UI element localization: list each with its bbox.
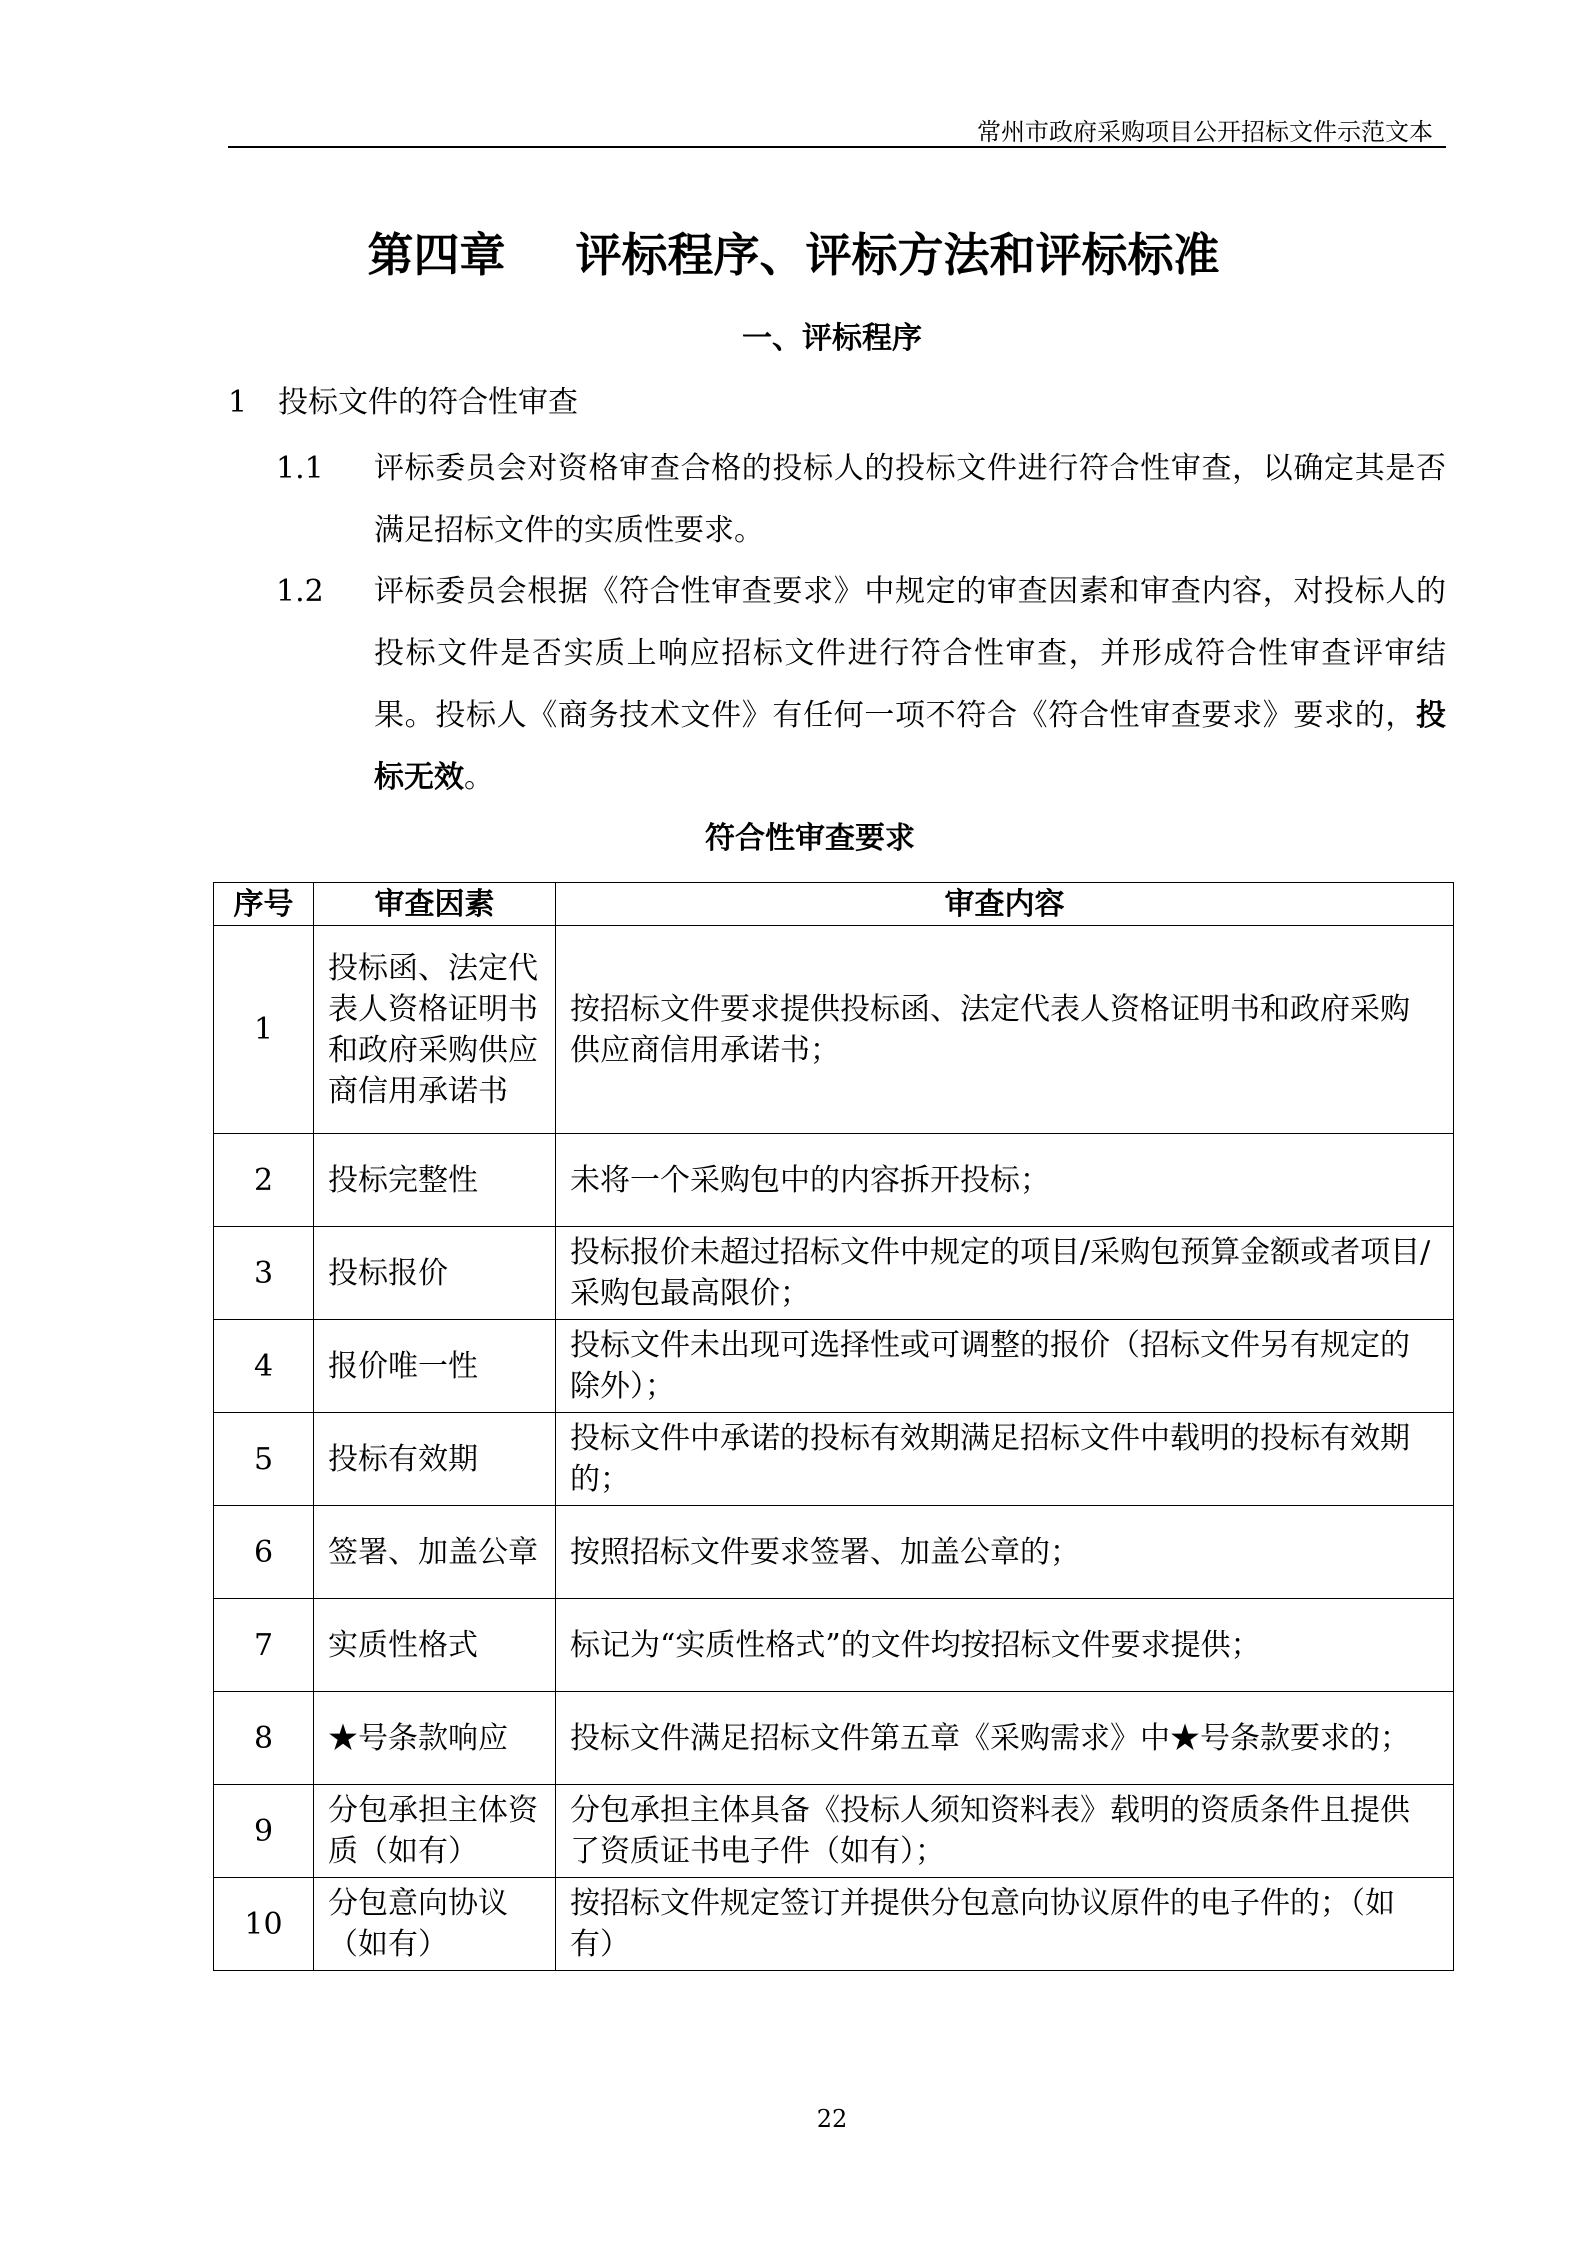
table-row (214, 1599, 1454, 1692)
clause-1-2-text (374, 561, 1446, 809)
clause-1-2-end: 。 (464, 760, 494, 795)
table-row (214, 1413, 1454, 1506)
row-factor: 签署、加盖公章 (314, 1506, 556, 1599)
row-number: 3 (214, 1227, 314, 1320)
chapter-name: 评标程序、评标方法和评标标准 (575, 228, 1220, 282)
conformity-table (213, 882, 1454, 1971)
clause-1-2-emphasis: 投标无效 (374, 698, 1446, 795)
row-content: 投标报价未超过招标文件中规定的项目/采购包预算金额或者项目/采购包最高限价； (556, 1227, 1454, 1320)
row-factor: 投标函、法定代表人资格证明书和政府采购供应商信用承诺书 (314, 926, 556, 1134)
row-number: 9 (214, 1785, 314, 1878)
row-factor: 分包意向协议（如有） (314, 1878, 556, 1971)
row-content: 按招标文件规定签订并提供分包意向协议原件的电子件的；（如有） (556, 1878, 1454, 1971)
header-number: 序号 (214, 883, 314, 926)
table-row (214, 1320, 1454, 1413)
page-number: 22 (816, 2105, 848, 2133)
row-factor: 实质性格式 (314, 1599, 556, 1692)
running-header: 常州市政府采购项目公开招标文件示范文本 (977, 118, 1433, 146)
item-1-title: 投标文件的符合性审查 (278, 385, 578, 420)
row-factor: ★号条款响应 (314, 1692, 556, 1785)
row-content: 投标文件满足招标文件第五章《采购需求》中★号条款要求的； (556, 1692, 1454, 1785)
header-content: 审查内容 (556, 883, 1454, 926)
clause-1-1-text: 评标委员会对资格审查合格的投标人的投标文件进行符合性审查，以确定其是否满足招标文件的实质性要求。 (374, 451, 1446, 548)
row-number: 5 (214, 1413, 314, 1506)
row-factor: 报价唯一性 (314, 1320, 556, 1413)
item-1-number: 1 (228, 385, 248, 420)
clause-1-1-number: 1.1 (276, 451, 324, 486)
header-factor: 审查因素 (314, 883, 556, 926)
table-title: 符合性审查要求 (705, 821, 915, 856)
row-number: 1 (214, 926, 314, 1134)
row-content: 按照招标文件要求签署、加盖公章的； (556, 1506, 1454, 1599)
header-rule (228, 146, 1446, 148)
row-number: 8 (214, 1692, 314, 1785)
row-factor: 投标有效期 (314, 1413, 556, 1506)
row-number: 4 (214, 1320, 314, 1413)
table-row (214, 1692, 1454, 1785)
table-header-row (214, 883, 1454, 926)
table-row (214, 1785, 1454, 1878)
row-factor: 投标报价 (314, 1227, 556, 1320)
row-factor: 投标完整性 (314, 1134, 556, 1227)
row-content: 投标文件中承诺的投标有效期满足招标文件中载明的投标有效期的； (556, 1413, 1454, 1506)
row-number: 2 (214, 1134, 314, 1227)
row-content: 投标文件未出现可选择性或可调整的报价（招标文件另有规定的除外）； (556, 1320, 1454, 1413)
chapter-title (0, 225, 1587, 285)
row-number: 10 (214, 1878, 314, 1971)
row-content: 分包承担主体具备《投标人须知资料表》载明的资质条件且提供了资质证书电子件（如有）； (556, 1785, 1454, 1878)
row-factor: 分包承担主体资质（如有） (314, 1785, 556, 1878)
table-row (214, 1506, 1454, 1599)
table-row (214, 1878, 1454, 1971)
table-row (214, 926, 1454, 1134)
chapter-number: 第四章 (367, 228, 506, 282)
clause-1-2-body: 评标委员会根据《符合性审查要求》中规定的审查因素和审查内容，对投标人的投标文件是否实质上响应招标文件进行符合性审查，并形成符合性审查评审结果。投标人《商务技术文件》有任何一项不符合《符合性审查要求》要求的， (374, 574, 1446, 733)
row-content: 标记为“实质性格式”的文件均按招标文件要求提供； (556, 1599, 1454, 1692)
row-number: 6 (214, 1506, 314, 1599)
clause-1-2-number: 1.2 (276, 574, 324, 609)
section-title: 一、评标程序 (742, 321, 922, 356)
table-row (214, 1227, 1454, 1320)
row-content: 未将一个采购包中的内容拆开投标； (556, 1134, 1454, 1227)
row-number: 7 (214, 1599, 314, 1692)
row-content: 按招标文件要求提供投标函、法定代表人资格证明书和政府采购供应商信用承诺书； (556, 926, 1454, 1134)
table-row (214, 1134, 1454, 1227)
item-1-heading (228, 382, 578, 424)
